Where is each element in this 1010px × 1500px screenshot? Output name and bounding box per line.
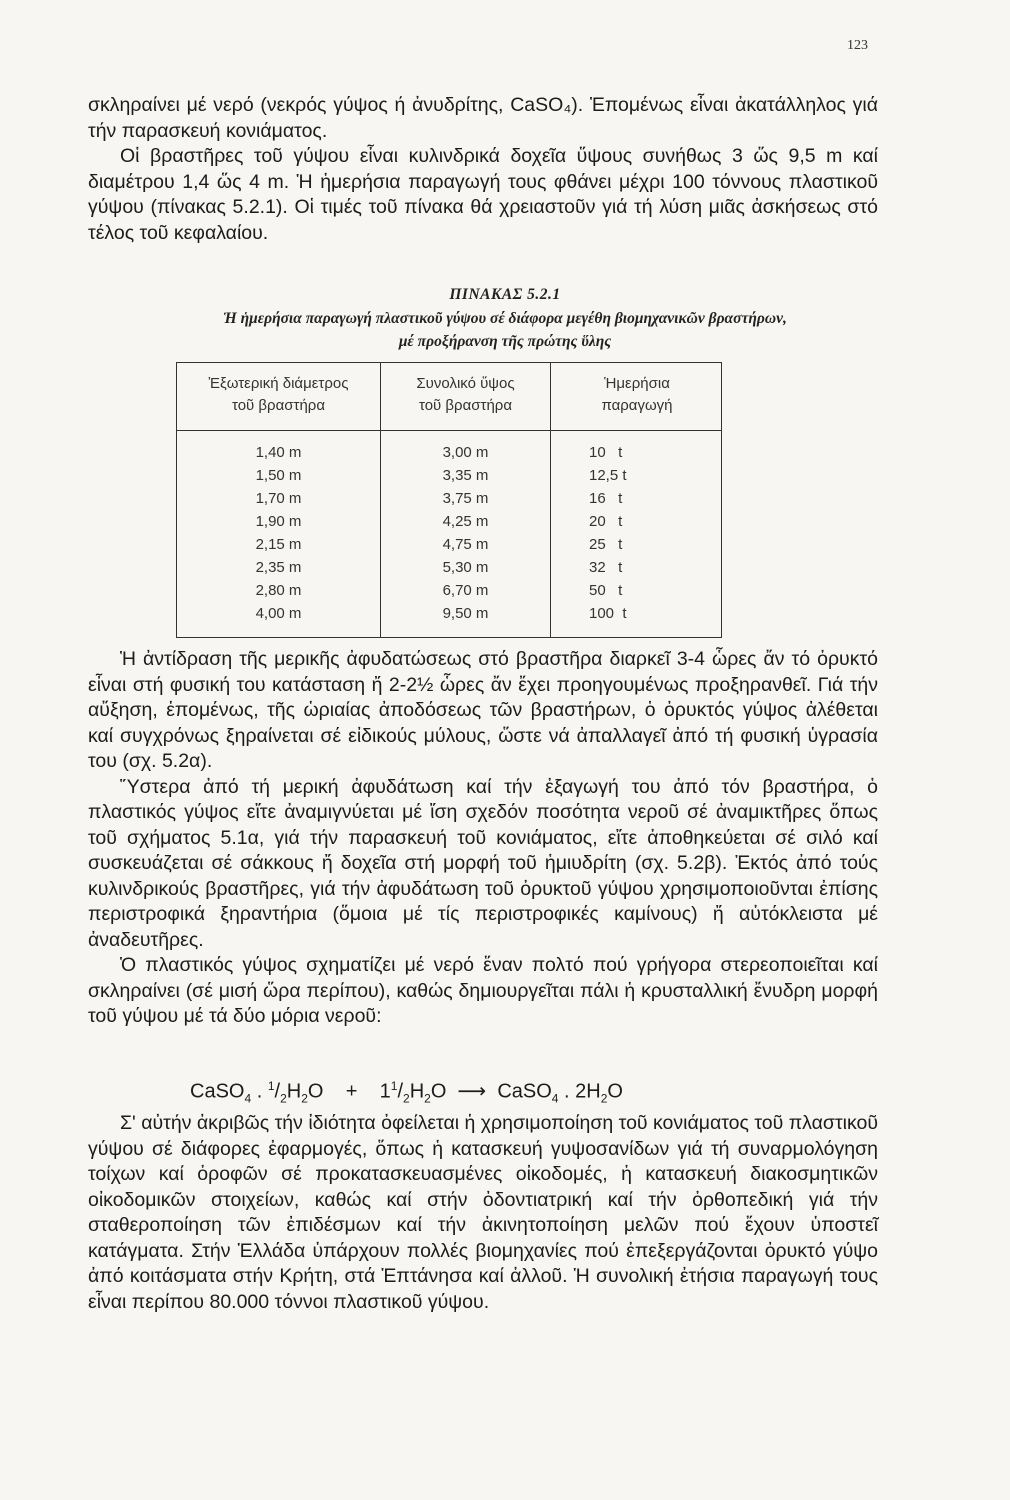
table-cell: 10 t xyxy=(589,444,623,461)
formula-part: 2H xyxy=(575,1080,601,1103)
formula-part: O xyxy=(607,1080,623,1103)
fraction-denominator: 2 xyxy=(403,1091,410,1106)
table-cell: 2,80 m xyxy=(255,582,302,599)
formula-part: . xyxy=(558,1080,576,1103)
table-body xyxy=(177,431,721,637)
top-text-block xyxy=(88,93,878,246)
header-text: Συνολικό ὕψος xyxy=(416,375,515,392)
header-text: τοῦ βραστήρα xyxy=(232,397,325,414)
fraction-denominator: 2 xyxy=(280,1091,287,1106)
table-cell: 3,75 m xyxy=(442,490,489,507)
fraction-numerator: 1 xyxy=(267,1079,275,1093)
table-cell: 5,30 m xyxy=(442,559,489,576)
table-cell: 16 t xyxy=(589,490,623,507)
header-cell-height xyxy=(381,363,551,430)
table-cell: 100 t xyxy=(589,605,627,622)
paragraph-boilers: Οἱ βραστῆρες τοῦ γύψου εἶναι κυλινδρικά δοχεῖα ὕψους συνήθως 3 ὥς 9,5 m καί διαμέτρου 1,4 ὥς 4 m. Ἡ ἡμερήσια παραγωγή τους φθάνει μέχρι 100 τόννους πλαστικοῦ γύψου (πίνακας 5.2.1). Οἱ τιμές τοῦ πίνακα θά χρειαστοῦν γιά τή λύση μιᾶς ἀσκήσεως στό τέλος τοῦ κεφαλαίου. xyxy=(88,145,878,244)
column-production xyxy=(551,431,723,637)
formula-part: O xyxy=(307,1080,324,1103)
paragraph-reaction: Ἡ ἀντίδραση τῆς μερικῆς ἀφυδατώσεως στό βραστῆρα διαρκεῖ 3-4 ὧρες ἄν τό ὀρυκτό εἶναι στή φυσική του κατάσταση ἤ 2-2½ ὧρες ἄν ἔχει προηγουμένως προξηρανθεῖ. Γιά τήν αὔξηση, ἑπομένως, τῆς ὡριαίας ἀποδόσεως τῶν βραστήρων, ὁ ὀρυκτός γύψος ἀλέθεται καί συγχρόνως ξηραίνεται σέ εἰδικούς μύλους, ὥστε νά ἀπαλλαγεῖ ἀπό τή φυσική ὑγρασία του (σχ. 5.2α). xyxy=(88,648,878,772)
chemical-equation: CaSO$_4$ . $^1/_2H_2O$ + $1^1/_2H_2O$ ⟶ CaSO$_4$ . $2H_2O$ xyxy=(190,1079,623,1106)
table-cell: 3,35 m xyxy=(442,467,489,484)
table-cell: 32 t xyxy=(589,559,623,576)
formula-part: H xyxy=(409,1080,425,1103)
column-height xyxy=(381,431,551,637)
production-table xyxy=(176,362,722,638)
table-cell: 1,90 m xyxy=(255,513,302,530)
fraction-numerator: 1 xyxy=(390,1079,398,1093)
bottom-text-block xyxy=(88,647,878,1030)
formula-part: H xyxy=(286,1080,302,1103)
table-cell: 2,15 m xyxy=(255,536,302,553)
header-text: παραγωγή xyxy=(601,397,673,414)
formula-subscript: 2 xyxy=(424,1091,431,1106)
table-cell: 1,40 m xyxy=(255,444,302,461)
header-text: Ἡμερήσια xyxy=(604,375,670,392)
plus-sign: + xyxy=(345,1080,358,1103)
formula-subscript: 4 xyxy=(244,1091,252,1106)
table-cell: 3,00 m xyxy=(442,444,489,461)
formula-subscript: 2 xyxy=(301,1091,308,1106)
formula-part: CaSO xyxy=(497,1080,552,1103)
table-cell: 9,50 m xyxy=(442,605,489,622)
table-cell: 25 t xyxy=(589,536,623,553)
paragraph-applications: Σ' αὐτήν ἀκριβῶς τήν ἰδιότητα ὀφείλεται ἡ χρησιμοποίηση τοῦ κονιάματος τοῦ πλαστικοῦ γύψου σέ διάφορες ἐφαρμογές, ὅπως ἡ κατασκευή γυψοσανίδων γιά τή συναρμολόγηση τοίχων καί ὀροφῶν σέ προκατασκευασμένες οἰκοδομές, ἡ κατασκευή διακοσμητικῶν οἰκοδομικῶν στοιχείων, καθώς καί στήν ὀδοντιατρική καί τήν ὀρθοπεδική γιά τήν σταθεροποίηση τῶν ἐπιδέσμων καί τήν ἀκινητοποίηση μελῶν πού ἔχουν ὑποστεῖ κατάγματα. Στήν Ἑλλάδα ὑπάρχουν πολλές βιομηχανίες πού ἐπεξεργάζονται ὀρυκτό γύψο ἀπό κοιτάσματα στήν Κρήτη, στά Ἑπτάνησα καί ἀλλοῦ. Ἡ συνολική ἐτήσια παραγωγή τους εἶναι περίπου 80.000 τόννοι πλαστικοῦ γύψου. xyxy=(88,1112,878,1313)
header-text: Ἐξωτερική διάμετρος xyxy=(208,375,349,392)
table-caption-line-1: Ἡ ἡμερήσια παραγωγή πλαστικοῦ γύψου σέ διάφορα μεγέθη βιομηχανικῶν βραστήρων, xyxy=(223,310,787,327)
paragraph-setting: Ὁ πλαστικός γύψος σχηματίζει μέ νερό ἕναν πολτό πού γρήγορα στερεοποιεῖται καί σκληραίνει (σέ μισή ὥρα περίπου), καθώς δημιουργεῖται πάλι ἡ κρυσταλλική ἔνυδρη μορφή τοῦ γύψου μέ τά δύο μόρια νεροῦ: xyxy=(88,954,878,1027)
table-cell: 4,25 m xyxy=(442,513,489,530)
table-header-row xyxy=(177,363,721,431)
formula-part: 1 xyxy=(379,1080,391,1103)
last-text-block xyxy=(88,1111,878,1315)
table-cell: 4,00 m xyxy=(255,605,302,622)
reaction-arrow: ⟶ xyxy=(457,1080,487,1103)
table-cell: 6,70 m xyxy=(442,582,489,599)
formula-subscript: 2 xyxy=(600,1091,608,1106)
formula-part: . xyxy=(251,1080,268,1103)
paragraph-continued: σκληραίνει μέ νερό (νεκρός γύψος ή ἀνυδρίτης, CaSO₄). Ἑπομένως εἶναι ἀκατάλληλος γιά τήν παρασκευή κονιάματος. xyxy=(88,94,878,142)
column-diameter xyxy=(177,431,381,637)
page-number: 123 xyxy=(847,38,868,53)
formula-part: CaSO xyxy=(190,1080,245,1103)
table-cell: 20 t xyxy=(589,513,623,530)
paragraph-after-dehydration: Ὕστερα ἀπό τή μερική ἀφυδάτωση καί τήν ἐξαγωγή του ἀπό τόν βραστήρα, ὁ πλαστικός γύψος εἴτε ἀναμιγνύεται μέ ἴση σχεδόν ποσότητα νεροῦ σέ ἀναμικτῆρες ὅπως τοῦ σχήματος 5.1α, γιά τήν παρασκευή τοῦ κονιάματος, εἴτε ἀποθηκεύεται σέ σιλό καί συσκευάζεται σέ σάκκους ἤ δοχεῖα στή μορφή τοῦ ἡμιυδρίτη (σχ. 5.2β). Ἐκτός ἀπό τούς κυλινδρικούς βραστῆρες, γιά τήν ἀφυδάτωση τοῦ ὀρυκτοῦ γύψου χρησιμοποιοῦνται ἐπίσης περιστροφικά ξηραντήρια (ὅμοια μέ τίς περιστροφικές καμίνους) ἤ αὐτόκλειστα μέ ἀναδευτῆρες. xyxy=(88,775,878,951)
formula-subscript: 4 xyxy=(551,1091,559,1106)
table-cell: 1,50 m xyxy=(255,467,302,484)
table-cell: 1,70 m xyxy=(255,490,302,507)
header-cell-diameter xyxy=(177,363,381,430)
table-cell: 2,35 m xyxy=(255,559,302,576)
table-cell: 12,5 t xyxy=(589,467,627,484)
formula-part: O xyxy=(430,1080,447,1103)
table-caption-line-2: μέ προξήρανση τῆς πρώτης ὕλης xyxy=(398,333,612,350)
header-text: τοῦ βραστήρα xyxy=(419,397,512,414)
table-cell: 50 t xyxy=(589,582,623,599)
header-cell-production xyxy=(551,363,723,430)
table-title: ΠΙΝΑΚΑΣ 5.2.1 xyxy=(449,286,561,303)
table-cell: 4,75 m xyxy=(442,536,489,553)
